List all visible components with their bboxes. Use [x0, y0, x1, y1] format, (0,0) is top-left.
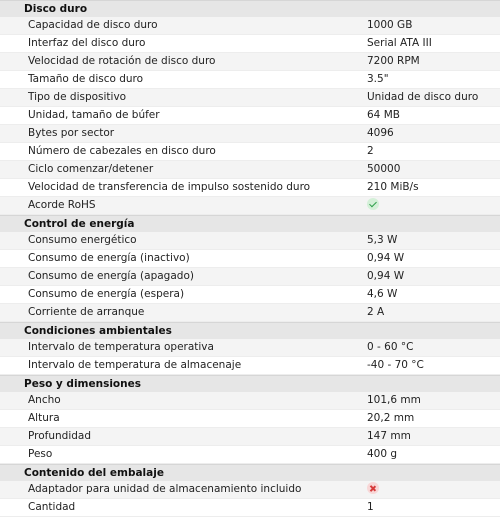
spec-row	[0, 304, 500, 322]
spec-label: Ancho	[28, 394, 61, 406]
spec-value: 4096	[367, 127, 394, 139]
spec-label: Intervalo de temperatura operativa	[28, 341, 214, 353]
spec-label: Número de cabezales en disco duro	[28, 145, 216, 157]
spec-row	[0, 53, 500, 71]
spec-label: Unidad, tamaño de búfer	[28, 109, 160, 121]
spec-label: Tamaño de disco duro	[28, 73, 144, 85]
spec-label: Corriente de arranque	[28, 306, 145, 318]
spec-label: Altura	[28, 412, 60, 424]
spec-row	[0, 71, 500, 89]
spec-row	[0, 286, 500, 304]
spec-row	[0, 17, 500, 35]
spec-label: Cantidad	[28, 501, 76, 513]
spec-value: 20,2 mm	[367, 412, 415, 424]
spec-value: 1	[367, 501, 374, 513]
spec-value: 101,6 mm	[367, 394, 421, 406]
cross-icon	[367, 482, 379, 494]
spec-value: 0,94 W	[367, 252, 405, 264]
spec-value: 3.5"	[367, 73, 389, 85]
check-icon	[367, 198, 379, 210]
spec-label: Intervalo de temperatura de almacenaje	[28, 359, 242, 371]
spec-label: Capacidad de disco duro	[28, 19, 158, 31]
spec-row	[0, 268, 500, 286]
spec-value: 210 MiB/s	[367, 181, 419, 193]
spec-label: Consumo de energía (espera)	[28, 288, 185, 300]
spec-value: 50000	[367, 163, 401, 175]
spec-row	[0, 161, 500, 179]
spec-row	[0, 446, 500, 464]
spec-row	[0, 410, 500, 428]
section-header: Disco duro	[0, 0, 500, 17]
spec-row	[0, 89, 500, 107]
spec-row	[0, 125, 500, 143]
spec-row	[0, 428, 500, 446]
spec-value: 4,6 W	[367, 288, 398, 300]
spec-value: 0,94 W	[367, 270, 405, 282]
spec-row	[0, 179, 500, 197]
spec-row	[0, 197, 500, 215]
spec-label: Consumo energético	[28, 234, 137, 246]
spec-row	[0, 392, 500, 410]
spec-label: Consumo de energía (apagado)	[28, 270, 194, 282]
spec-label: Profundidad	[28, 430, 92, 442]
spec-row	[0, 339, 500, 357]
spec-value: 0 - 60 °C	[367, 341, 414, 353]
spec-value: Serial ATA III	[367, 37, 432, 49]
spec-value: Unidad de disco duro	[367, 91, 479, 103]
spec-label: Interfaz del disco duro	[28, 37, 146, 49]
spec-row	[0, 232, 500, 250]
spec-value: 400 g	[367, 448, 398, 460]
spec-label: Velocidad de transferencia de impulso sostenido duro	[28, 181, 311, 193]
spec-label: Velocidad de rotación de disco duro	[28, 55, 216, 67]
spec-row	[0, 35, 500, 53]
spec-row	[0, 499, 500, 517]
spec-row	[0, 357, 500, 375]
section-header: Condiciones ambientales	[0, 322, 500, 339]
section-header: Control de energía	[0, 215, 500, 232]
spec-value: 147 mm	[367, 430, 411, 442]
spec-value-icon	[367, 197, 379, 214]
section-header: Peso y dimensiones	[0, 375, 500, 392]
spec-label: Tipo de dispositivo	[28, 91, 127, 103]
spec-row	[0, 107, 500, 125]
spec-label: Consumo de energía (inactivo)	[28, 252, 190, 264]
spec-value: 1000 GB	[367, 19, 413, 31]
spec-value: 64 MB	[367, 109, 400, 121]
spec-value-icon	[367, 481, 379, 498]
spec-value: 7200 RPM	[367, 55, 420, 67]
spec-row	[0, 143, 500, 161]
spec-row	[0, 481, 500, 499]
spec-label: Bytes por sector	[28, 127, 115, 139]
spec-label: Acorde RoHS	[28, 199, 96, 211]
spec-value: -40 - 70 °C	[367, 359, 424, 371]
spec-label: Adaptador para unidad de almacenamiento incluido	[28, 483, 302, 495]
spec-row	[0, 250, 500, 268]
spec-value: 2 A	[367, 306, 385, 318]
spec-value: 2	[367, 145, 374, 157]
spec-label: Ciclo comenzar/detener	[28, 163, 154, 175]
spec-value: 5,3 W	[367, 234, 398, 246]
section-header: Contenido del embalaje	[0, 464, 500, 481]
spec-label: Peso	[28, 448, 53, 460]
